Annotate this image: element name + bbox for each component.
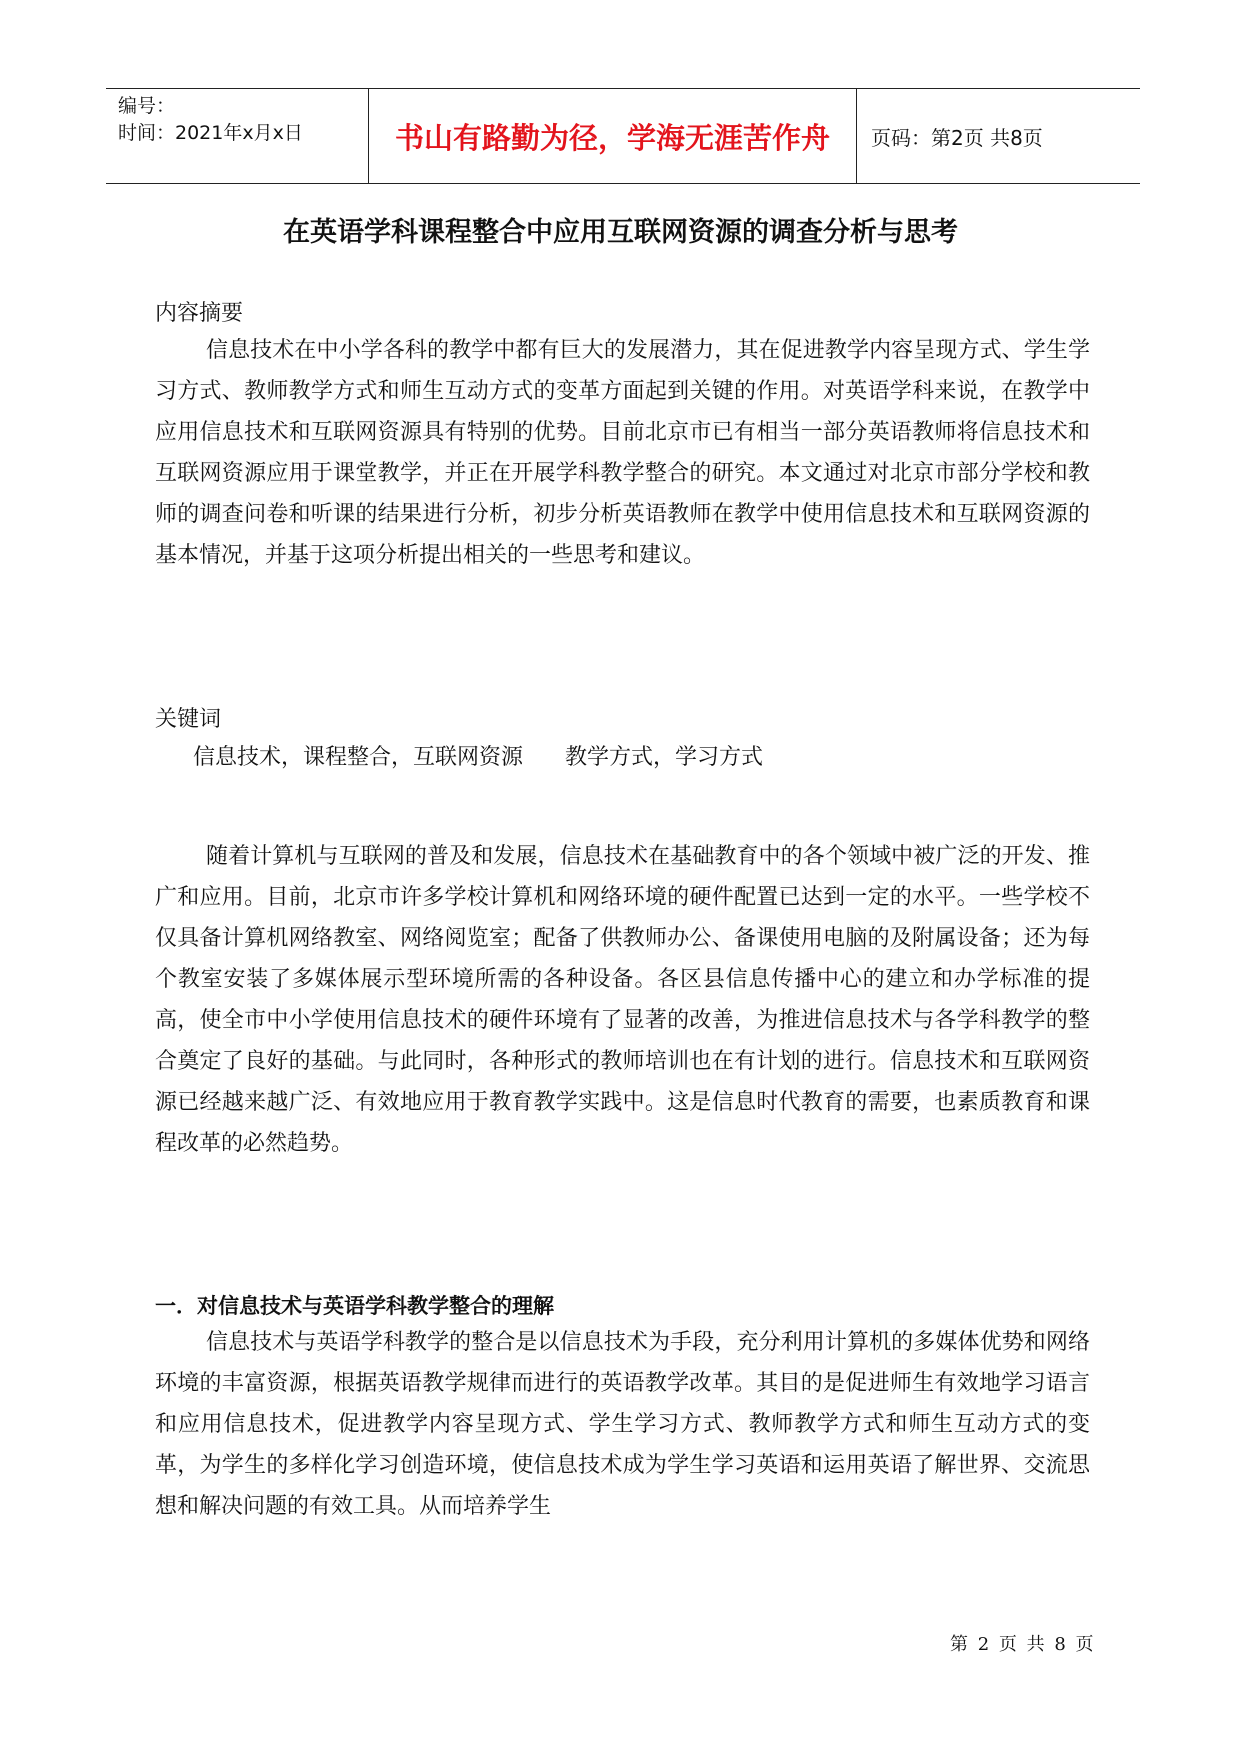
header-table	[106, 88, 1140, 184]
abstract-paragraph: 信息技术在中小学各科的教学中都有巨大的发展潜力，其在促进教学内容呈现方式、学生学习方式、教师教学方式和师生互动方式的变革方面起到关键的作用。对英语学科来说，在教学中应用信息技术和互联网资源具有特别的优势。目前北京市已有相当一部分英语教师将信息技术和互联网资源应用于课堂教学，并正在开展学科教学整合的研究。本文通过对北京市部分学校和教师的调查问卷和听课的结果进行分析，初步分析英语教师在教学中使用信息技术和互联网资源的基本情况，并基于这项分析提出相关的一些思考和建议。	[155, 338, 1090, 568]
time-label: 时间：2021年x月x日	[118, 122, 303, 144]
section-1-heading: 一．对信息技术与英语学科教学整合的理解	[155, 1294, 554, 1318]
header-left-cell	[106, 89, 369, 183]
intro-paragraph: 随着计算机与互联网的普及和发展，信息技术在基础教育中的各个领域中被广泛的开发、推广和应用。目前，北京市许多学校计算机和网络环境的硬件配置已达到一定的水平。一些学校不仅具备计算机网络教室、网络阅览室；配备了供教师办公、备课使用电脑的及附属设备；还为每个教室安装了多媒体展示型环境所需的各种设备。各区县信息传播中心的建立和办学标准的提高，使全市中小学使用信息技术的硬件环境有了显著的改善，为推进信息技术与各学科教学的整合奠定了良好的基础。与此同时，各种形式的教师培训也在有计划的进行。信息技术和互联网资源已经越来越广泛、有效地应用于教育教学实践中。这是信息时代教育的需要，也素质教育和课程改革的必然趋势。	[155, 844, 1090, 1156]
number-label: 编号：	[118, 95, 176, 117]
document-title: 在英语学科课程整合中应用互联网资源的调查分析与思考	[283, 217, 958, 248]
page-footer: 第 2 页 共 8 页	[950, 1634, 1096, 1655]
header-slogan: 书山有路勤为径，学海无涯苦作舟	[369, 89, 857, 183]
abstract-label: 内容摘要	[155, 301, 244, 326]
section-1-paragraph: 信息技术与英语学科教学的整合是以信息技术为手段，充分利用计算机的多媒体优势和网络环境的丰富资源，根据英语教学规律而进行的英语教学改革。其目的是促进师生有效地学习语言和应用信息技术，促进教学内容呈现方式、学生学习方式、教师教学方式和师生互动方式的变革，为学生的多样化学习创造环境，使信息技术成为学生学习英语和运用英语了解世界、交流思想和解决问题的有效工具。从而培养学生	[155, 1330, 1090, 1519]
keywords-text: 信息技术，课程整合，互联网资源 教学方式，学习方式	[193, 745, 763, 770]
keywords-label: 关键词	[155, 707, 222, 732]
header-page-info: 页码：第2页 共8页	[871, 125, 1043, 150]
